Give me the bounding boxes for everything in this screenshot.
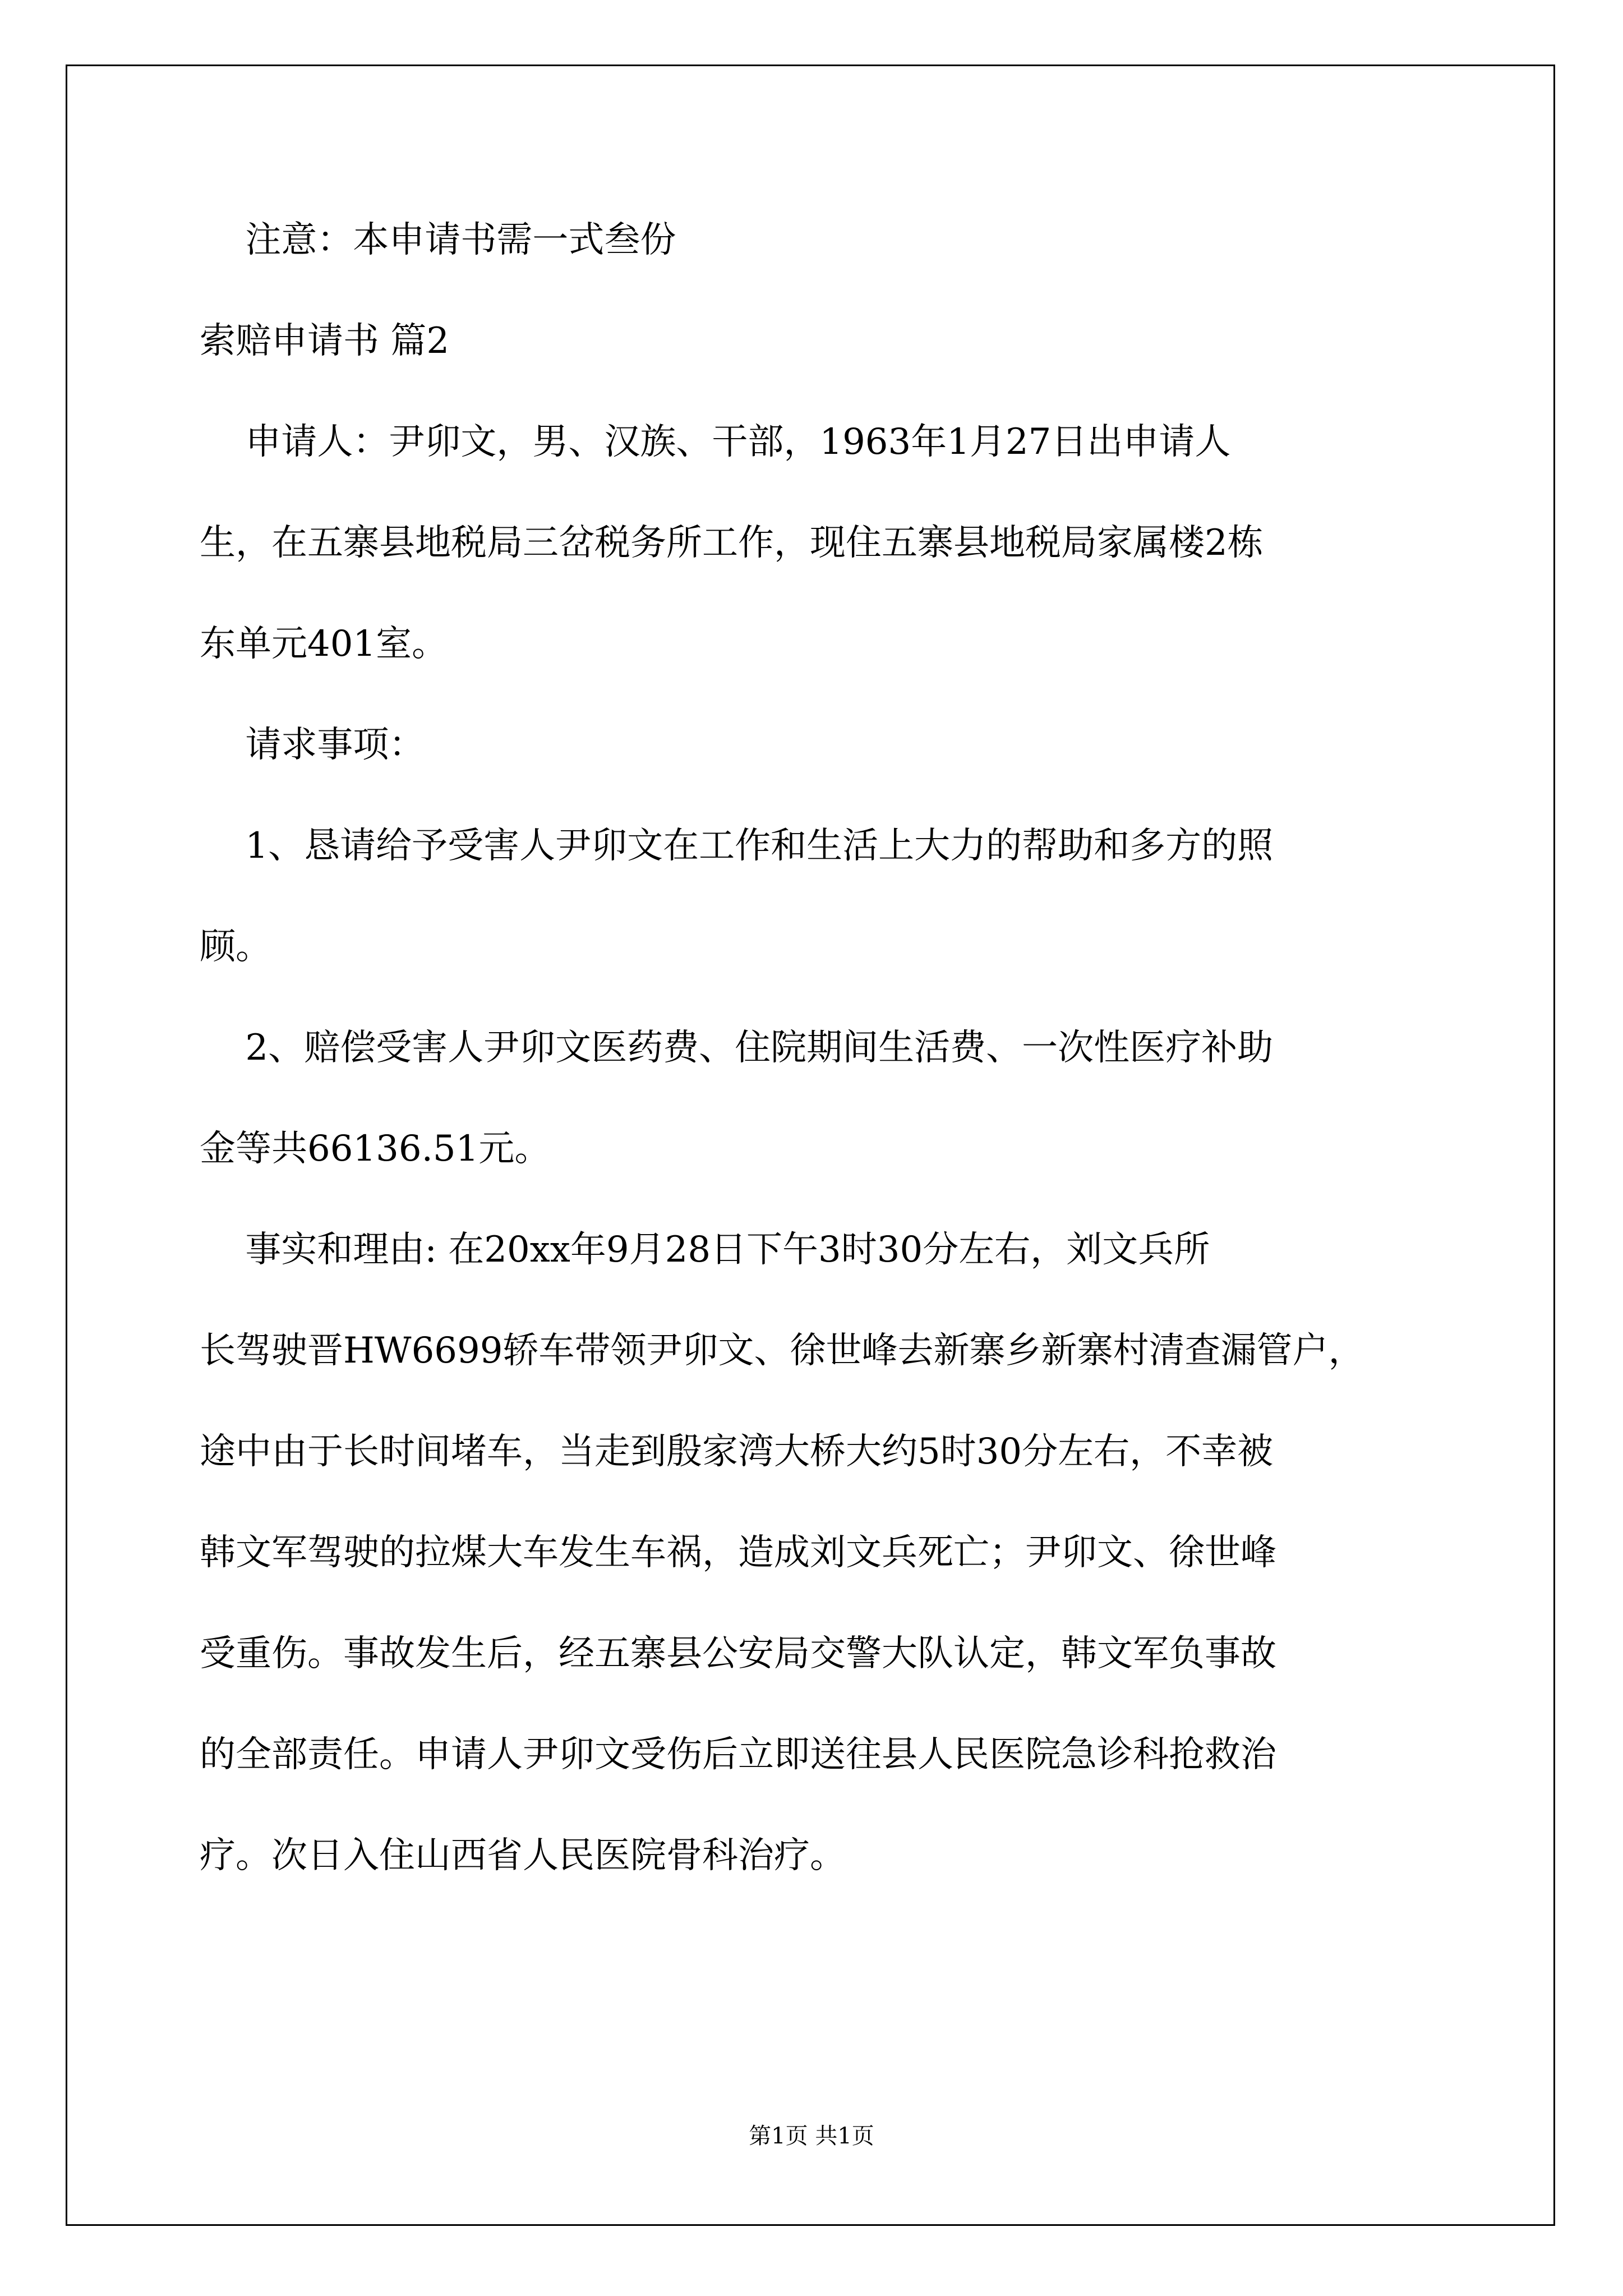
page-footer: 第1页 共1页 [749, 2123, 874, 2149]
facts-line-5: 受重伤。事故发生后，经五寨县公安局交警大队认定，韩文军负事故 [200, 1633, 1276, 1674]
facts-line-7: 疗。次日入住山西省人民医院骨科治疗。 [200, 1835, 846, 1876]
facts-line-2: 长驾驶晋HW6699轿车带领尹卯文、徐世峰去新寨乡新寨村清查漏管户， [200, 1330, 1364, 1372]
facts-line-4: 韩文军驾驶的拉煤大车发生车祸，造成刘文兵死亡；尹卯文、徐世峰 [200, 1532, 1276, 1573]
section-heading: 索赔申请书 篇2 [200, 320, 450, 362]
paragraph-note: 注意：本申请书需一式叁份 [200, 219, 676, 261]
applicant-line-2: 生，在五寨县地税局三岔税务所工作，现住五寨县地税局家属楼2栋 [200, 522, 1264, 564]
facts-line-3: 途中由于长时间堵车，当走到殷家湾大桥大约5时30分左右，不幸被 [200, 1431, 1274, 1473]
request-2-line-2: 金等共66136.51元。 [200, 1128, 551, 1170]
request-2-line-1: 2、赔偿受害人尹卯文医药费、住院期间生活费、一次性医疗补助 [200, 1027, 1274, 1069]
facts-line-1: 事实和理由: 在20xx年9月28日下午3时30分左右，刘文兵所 [200, 1229, 1210, 1271]
request-1-line-1: 1、恳请给予受害人尹卯文在工作和生活上大力的帮助和多方的照 [200, 825, 1274, 867]
applicant-line-1: 申请人：尹卯文，男、汉族、干部，1963年1月27日出申请人 [200, 421, 1231, 463]
applicant-line-3: 东单元401室。 [200, 623, 448, 665]
facts-line-6: 的全部责任。申请人尹卯文受伤后立即送往县人民医院急诊科抢救治 [200, 1734, 1276, 1775]
requests-heading: 请求事项： [200, 724, 425, 766]
request-1-line-2: 顾。 [200, 926, 271, 968]
